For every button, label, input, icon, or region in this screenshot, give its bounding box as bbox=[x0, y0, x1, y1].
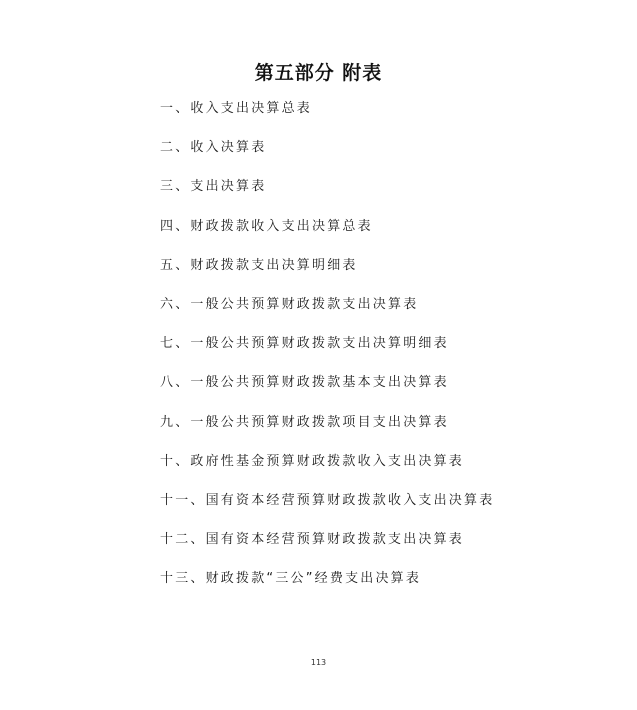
list-item-5: 五、财政拨款支出决算明细表 bbox=[160, 257, 358, 273]
list-item-13: 十三、财政拨款“三公”经费支出决算表 bbox=[160, 571, 422, 587]
list-item-1: 一、收入支出决算总表 bbox=[160, 101, 313, 116]
list-item-6: 六、一般公共预算财政拨款支出决算表 bbox=[160, 296, 419, 312]
page-number: 113 bbox=[310, 658, 327, 667]
list-item-12: 十二、国有资本经营预算财政拨款支出决算表 bbox=[160, 532, 465, 548]
list-item-7: 七、一般公共预算财政拨款支出决算明细表 bbox=[160, 336, 449, 352]
list-item-8: 八、一般公共预算财政拨款基本支出决算表 bbox=[160, 375, 449, 391]
table-list bbox=[160, 98, 494, 607]
list-item-2: 二、收入决算表 bbox=[160, 140, 267, 156]
list-item-3: 三、支出决算表 bbox=[160, 179, 267, 195]
list-item-9: 九、一般公共预算财政拨款项目支出决算表 bbox=[160, 414, 449, 430]
list-item-10: 十、政府性基金预算财政拨款收入支出决算表 bbox=[160, 453, 465, 469]
list-item-4: 四、财政拨款收入支出决算总表 bbox=[160, 218, 373, 234]
page-title: 第五部分 附表 bbox=[254, 62, 383, 84]
list-item-11: 十一、国有资本经营预算财政拨款收入支出决算表 bbox=[160, 492, 495, 508]
